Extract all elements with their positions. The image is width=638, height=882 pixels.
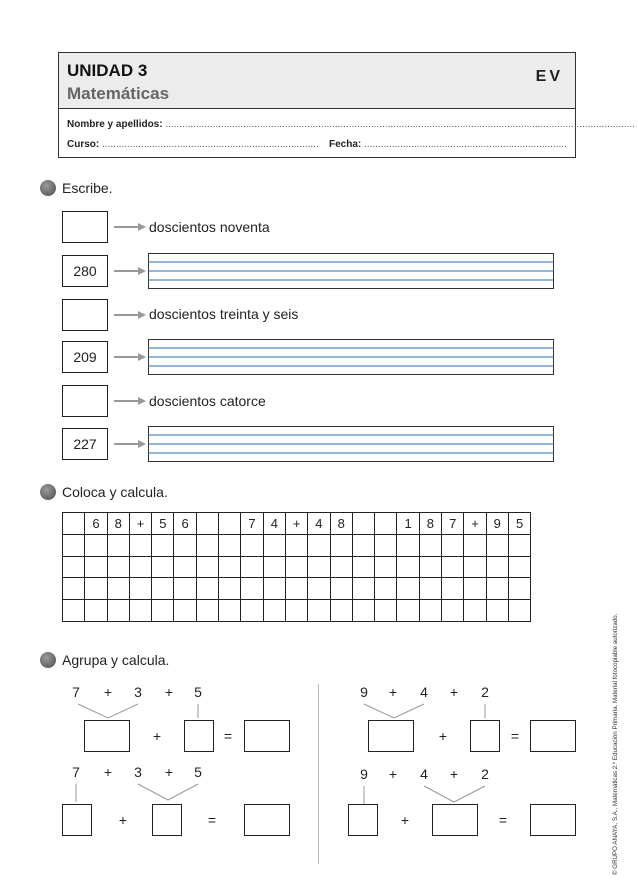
grid-cell[interactable]	[196, 534, 218, 556]
grid-cell[interactable]	[263, 534, 285, 556]
grid-cell[interactable]	[263, 556, 285, 578]
grid-row	[63, 534, 531, 556]
course-label: Curso:	[67, 139, 100, 150]
grid-cell[interactable]	[152, 556, 174, 578]
grid-cell[interactable]	[285, 556, 307, 578]
grid-cell[interactable]: 8	[330, 513, 352, 535]
grid-cell[interactable]	[241, 534, 263, 556]
plus-sign: +	[118, 812, 128, 828]
expr-term: 2	[481, 684, 489, 700]
plus-sign: +	[438, 728, 448, 744]
grid-cell[interactable]	[352, 513, 374, 535]
grid-cell[interactable]	[129, 534, 151, 556]
grid-cell[interactable]	[219, 513, 241, 535]
answer-box[interactable]	[530, 720, 576, 752]
calculation-grid[interactable]	[62, 512, 531, 622]
grid-cell[interactable]	[397, 578, 419, 600]
section-bullet-icon	[40, 180, 56, 196]
grid-cell[interactable]	[375, 556, 397, 578]
grid-cell[interactable]	[308, 556, 330, 578]
grid-cell[interactable]	[508, 578, 530, 600]
number-word: doscientos noventa	[149, 219, 270, 235]
grid-cell[interactable]	[63, 534, 85, 556]
grid-cell[interactable]	[330, 556, 352, 578]
grid-cell[interactable]	[352, 556, 374, 578]
grid-cell[interactable]	[219, 534, 241, 556]
grid-cell[interactable]	[174, 578, 196, 600]
writing-lines[interactable]	[148, 426, 554, 462]
grid-cell[interactable]	[107, 600, 129, 622]
grid-cell[interactable]	[397, 556, 419, 578]
grid-cell[interactable]	[107, 534, 129, 556]
grid-cell[interactable]: 4	[308, 513, 330, 535]
expr-term: 4	[420, 684, 428, 700]
expr-term: 7	[72, 764, 80, 780]
grid-cell[interactable]	[196, 556, 218, 578]
expr-term: 5	[194, 764, 202, 780]
answer-box[interactable]	[432, 804, 478, 836]
grid-cell[interactable]	[63, 513, 85, 535]
equals-sign: =	[207, 812, 217, 828]
grid-cell[interactable]	[174, 534, 196, 556]
grid-cell[interactable]	[85, 534, 107, 556]
grid-cell[interactable]	[285, 578, 307, 600]
answer-box[interactable]	[368, 720, 414, 752]
equals-sign: =	[223, 728, 233, 744]
date-label: Fecha:	[329, 139, 362, 150]
grid-cell[interactable]: 4	[263, 513, 285, 535]
answer-box[interactable]	[152, 804, 182, 836]
answer-box[interactable]	[62, 211, 108, 243]
arrow-icon	[114, 310, 146, 320]
grid-cell[interactable]	[174, 600, 196, 622]
expr-op: +	[388, 684, 398, 700]
grid-cell[interactable]: 7	[442, 513, 464, 535]
grid-cell[interactable]	[107, 556, 129, 578]
grid-cell[interactable]	[152, 578, 174, 600]
grouping-bracket	[66, 700, 226, 722]
expr-term: 3	[134, 764, 142, 780]
grid-cell[interactable]	[174, 556, 196, 578]
grid-row	[63, 513, 531, 535]
section-title-escribe: Escribe.	[62, 180, 113, 196]
grid-cell[interactable]	[486, 534, 508, 556]
expr-term: 4	[420, 766, 428, 782]
grid-cell[interactable]	[129, 556, 151, 578]
grid-row	[63, 600, 531, 622]
grid-cell[interactable]	[330, 600, 352, 622]
answer-box[interactable]	[244, 804, 290, 836]
grid-cell[interactable]	[508, 556, 530, 578]
grid-cell[interactable]	[508, 534, 530, 556]
answer-box[interactable]	[530, 804, 576, 836]
name-field[interactable]	[67, 119, 635, 130]
grouping-bracket	[354, 700, 514, 722]
grid-cell[interactable]	[508, 600, 530, 622]
expr-op: +	[103, 684, 113, 700]
grid-cell[interactable]	[308, 578, 330, 600]
grid-cell[interactable]	[464, 556, 486, 578]
expr-op: +	[449, 766, 459, 782]
grid-cell[interactable]	[442, 578, 464, 600]
grid-cell[interactable]	[375, 578, 397, 600]
date-dots: .........................................................................	[364, 139, 567, 150]
grid-cell[interactable]	[352, 578, 374, 600]
expr-op: +	[164, 684, 174, 700]
grid-cell[interactable]	[442, 556, 464, 578]
expr-op: +	[388, 766, 398, 782]
expr-op: +	[103, 764, 113, 780]
equals-sign: =	[498, 812, 508, 828]
expr-term: 2	[481, 766, 489, 782]
number-word: doscientos treinta y seis	[149, 306, 299, 322]
answer-box[interactable]	[244, 720, 290, 752]
grid-cell[interactable]	[442, 534, 464, 556]
grid-cell[interactable]	[63, 556, 85, 578]
header-box	[58, 52, 635, 158]
unit-title: UNIDAD 3	[67, 61, 148, 80]
grid-cell[interactable]	[196, 578, 218, 600]
answer-box[interactable]	[84, 720, 130, 752]
grid-cell[interactable]	[85, 578, 107, 600]
grid-cell[interactable]: 1	[397, 513, 419, 535]
grid-cell[interactable]	[241, 578, 263, 600]
grid-cell[interactable]: 7	[241, 513, 263, 535]
grid-cell[interactable]	[308, 600, 330, 622]
grid-cell[interactable]	[419, 600, 441, 622]
expr-term: 9	[360, 684, 368, 700]
name-label: Nombre y apellidos:	[67, 119, 163, 130]
grid-cell[interactable]	[219, 600, 241, 622]
grid-cell[interactable]	[397, 600, 419, 622]
sheet-code: EV	[535, 68, 563, 85]
plus-sign: +	[152, 728, 162, 744]
grouping-bracket	[66, 780, 226, 806]
grid-cell[interactable]	[419, 578, 441, 600]
grid-cell[interactable]	[442, 600, 464, 622]
grid-cell[interactable]	[196, 600, 218, 622]
grid-row	[63, 578, 531, 600]
equals-sign: =	[510, 728, 520, 744]
grid-cell[interactable]: +	[464, 513, 486, 535]
grid-cell[interactable]	[85, 600, 107, 622]
grid-cell[interactable]	[263, 600, 285, 622]
arrow-icon	[114, 266, 146, 276]
answer-box[interactable]	[62, 299, 108, 331]
grid-cell[interactable]: 8	[107, 513, 129, 535]
expr-term: 3	[134, 684, 142, 700]
grid-cell[interactable]	[241, 600, 263, 622]
section-title-coloca: Coloca y calcula.	[62, 484, 168, 500]
grid-cell[interactable]	[352, 534, 374, 556]
grid-cell[interactable]	[375, 600, 397, 622]
grid-cell[interactable]: 5	[152, 513, 174, 535]
arrow-icon	[114, 396, 146, 406]
grid-cell[interactable]: 6	[174, 513, 196, 535]
section-bullet-icon	[40, 484, 56, 500]
answer-box[interactable]	[62, 385, 108, 417]
grid-cell[interactable]: 6	[85, 513, 107, 535]
number-box: 209	[62, 341, 108, 373]
answer-box[interactable]	[62, 804, 92, 836]
number-box: 227	[62, 428, 108, 460]
grid-cell[interactable]	[263, 578, 285, 600]
grid-cell[interactable]	[63, 578, 85, 600]
grid-cell[interactable]	[330, 578, 352, 600]
grid-cell[interactable]	[196, 513, 218, 535]
grid-cell[interactable]	[63, 600, 85, 622]
answer-box[interactable]	[184, 720, 214, 752]
grid-cell[interactable]	[241, 556, 263, 578]
number-box: 280	[62, 255, 108, 287]
section-title-agrupa: Agrupa y calcula.	[62, 652, 170, 668]
number-word: doscientos catorce	[149, 393, 266, 409]
arrow-icon	[114, 222, 146, 232]
expr-term: 7	[72, 684, 80, 700]
grid-cell[interactable]: 9	[486, 513, 508, 535]
grid-cell[interactable]	[219, 556, 241, 578]
grid-cell[interactable]: +	[285, 513, 307, 535]
expr-op: +	[449, 684, 459, 700]
grid-cell[interactable]	[375, 534, 397, 556]
grid-cell[interactable]: 8	[419, 513, 441, 535]
grid-cell[interactable]	[285, 600, 307, 622]
grid-cell[interactable]	[486, 600, 508, 622]
grid-cell[interactable]: +	[129, 513, 151, 535]
grid-cell[interactable]	[129, 600, 151, 622]
grid-cell[interactable]	[419, 534, 441, 556]
grid-cell[interactable]	[464, 578, 486, 600]
header-title-band	[59, 53, 575, 109]
grid-cell[interactable]	[85, 556, 107, 578]
expr-term: 5	[194, 684, 202, 700]
grid-cell[interactable]	[397, 534, 419, 556]
subject-title: Matemáticas	[67, 84, 170, 103]
section-bullet-icon	[40, 652, 56, 668]
writing-lines[interactable]	[148, 339, 554, 375]
grid-cell[interactable]	[219, 578, 241, 600]
answer-box[interactable]	[470, 720, 500, 752]
grid-cell[interactable]	[285, 534, 307, 556]
grid-cell[interactable]	[308, 534, 330, 556]
expr-term: 9	[360, 766, 368, 782]
grid-cell[interactable]	[152, 534, 174, 556]
grid-cell[interactable]	[419, 556, 441, 578]
copyright-notice: © GRUPO ANAYA, S.A., Matemáticas 2.º Educación Primaria. Material fotocopiable autorizado.	[612, 613, 619, 875]
plus-sign: +	[400, 812, 410, 828]
arrow-icon	[114, 439, 146, 449]
grid-cell[interactable]	[464, 600, 486, 622]
grid-cell[interactable]: 5	[508, 513, 530, 535]
grid-cell[interactable]	[107, 578, 129, 600]
course-dots: ..............................................................................	[102, 139, 319, 150]
column-divider	[318, 684, 319, 864]
expr-op: +	[164, 764, 174, 780]
grid-cell[interactable]	[152, 600, 174, 622]
grid-cell[interactable]	[330, 534, 352, 556]
answer-box[interactable]	[348, 804, 378, 836]
arrow-icon	[114, 352, 146, 362]
grid-cell[interactable]	[486, 556, 508, 578]
grid-cell[interactable]	[464, 534, 486, 556]
grid-cell[interactable]	[129, 578, 151, 600]
name-dots: .........................................................................................................................................................................	[165, 119, 635, 130]
grid-row	[63, 556, 531, 578]
grid-cell[interactable]	[486, 578, 508, 600]
course-field[interactable]	[67, 139, 319, 150]
writing-lines[interactable]	[148, 253, 554, 289]
date-field[interactable]	[329, 139, 567, 150]
grid-cell[interactable]	[352, 600, 374, 622]
grid-cell[interactable]	[375, 513, 397, 535]
